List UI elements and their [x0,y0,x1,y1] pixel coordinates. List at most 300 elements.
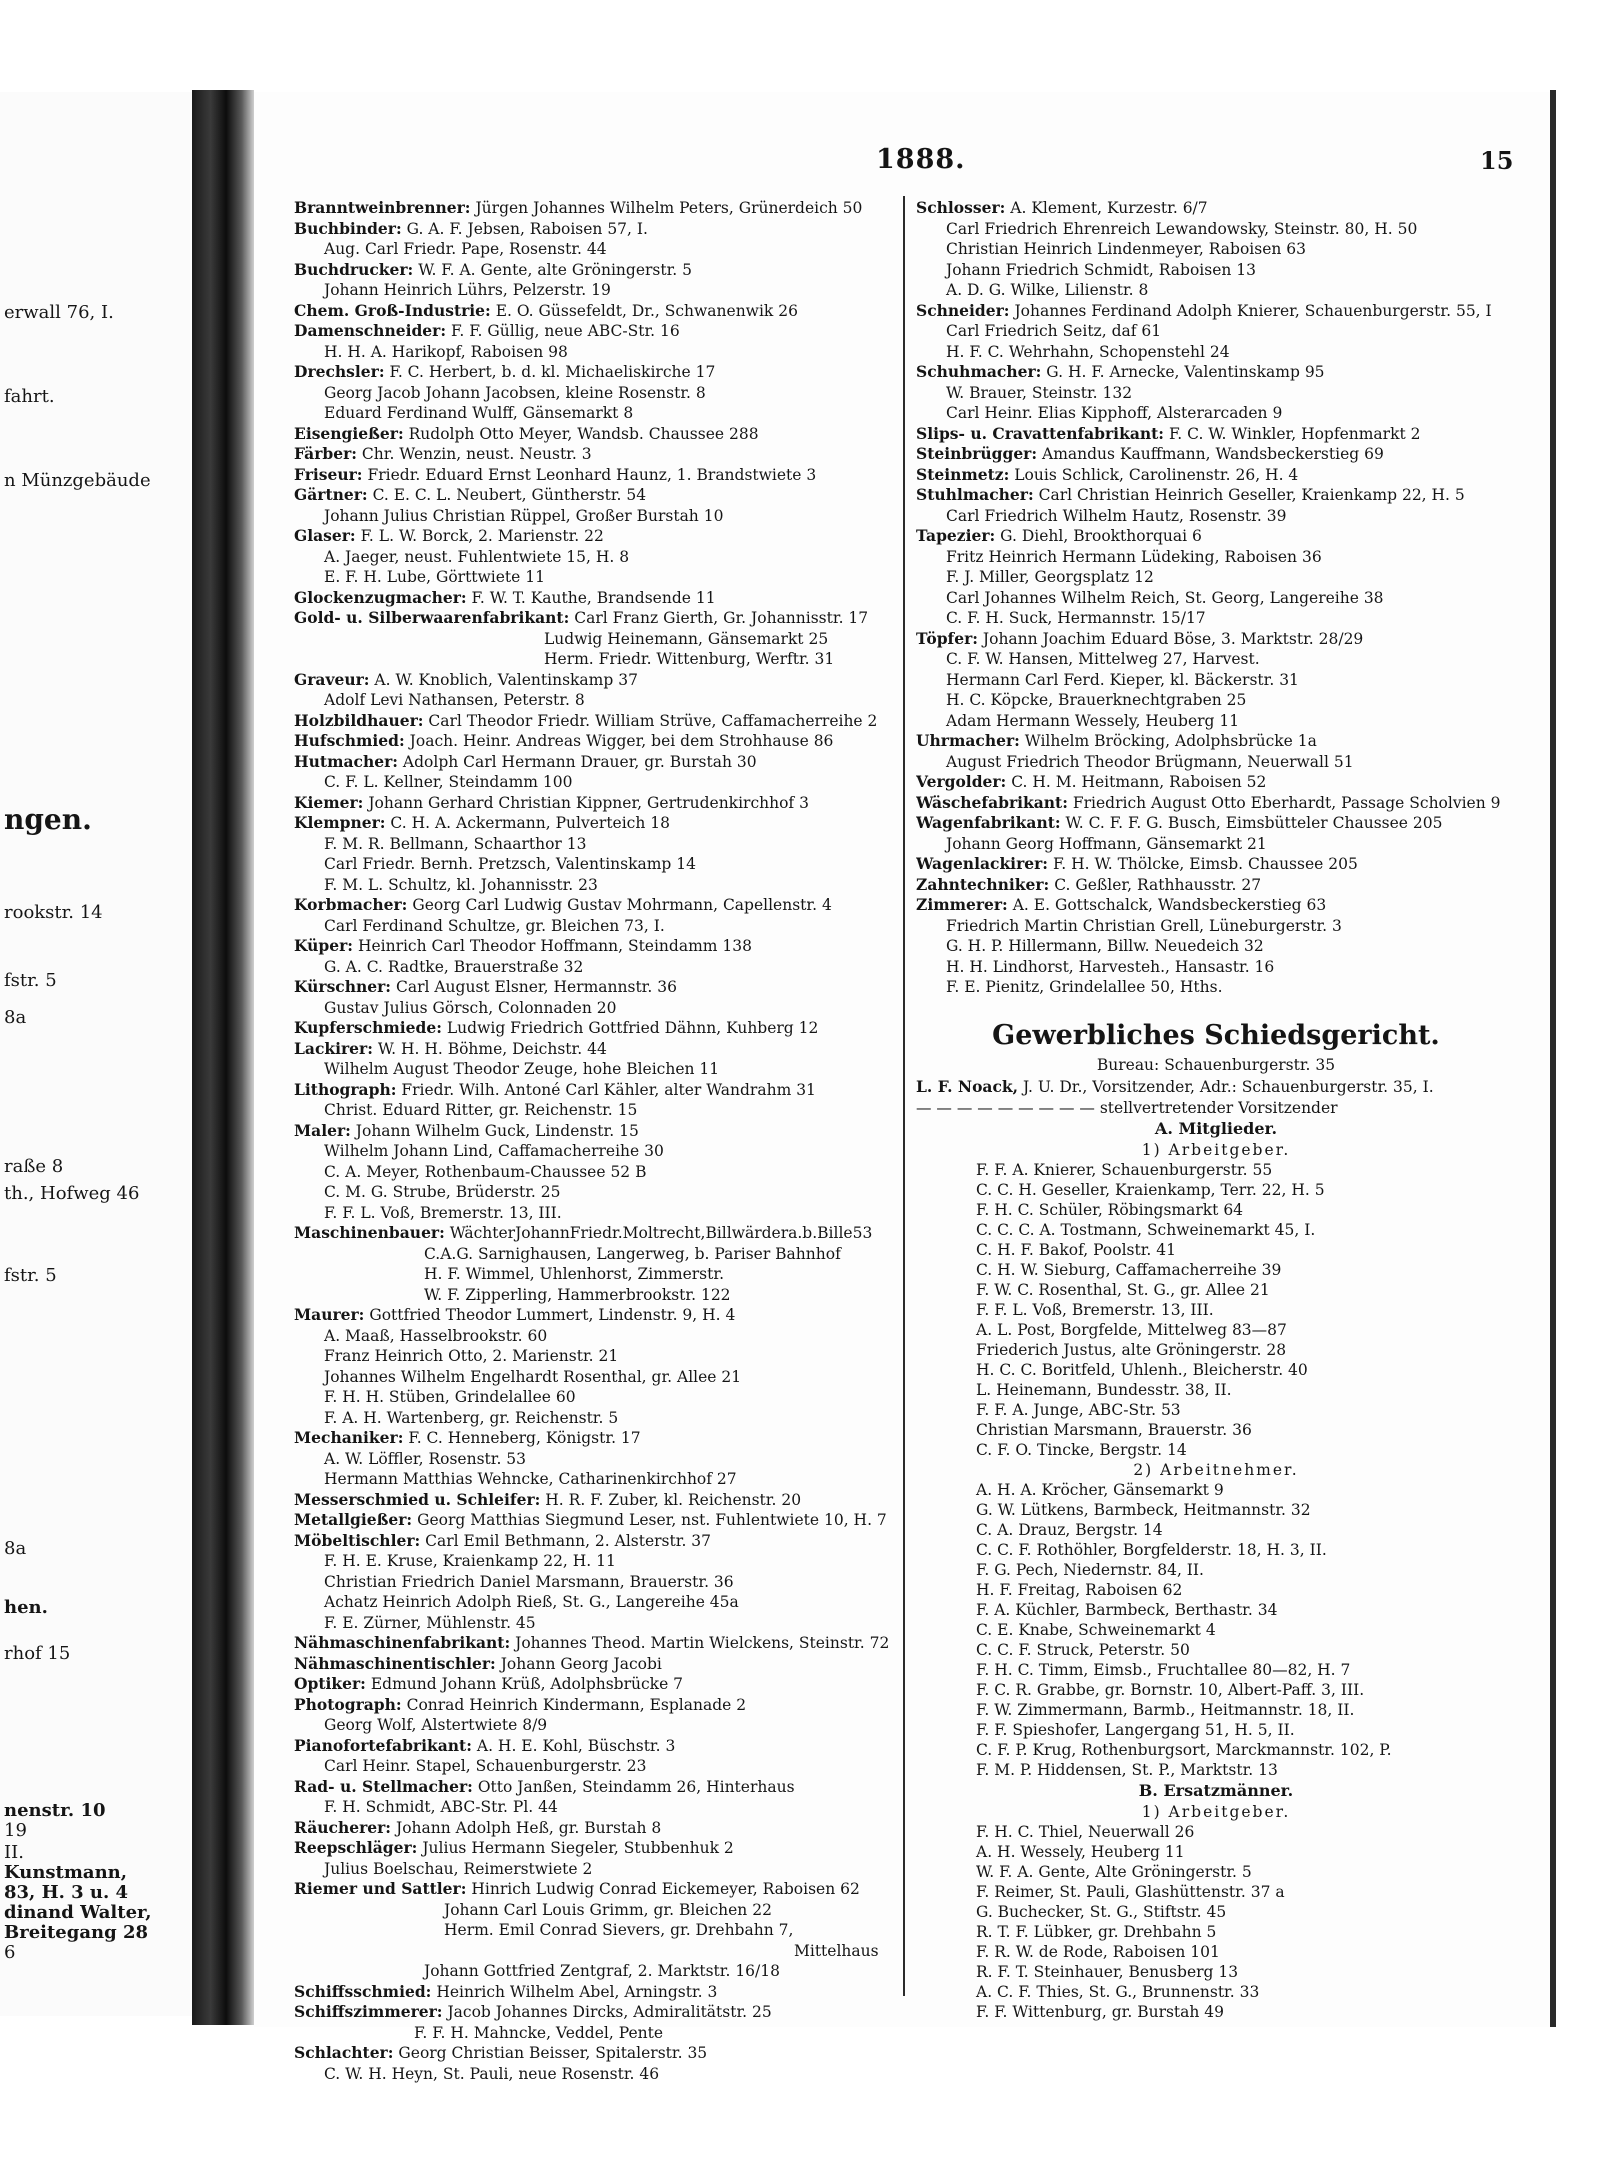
directory-entry [916,588,1516,609]
trade-label: Branntweinbrenner: [294,198,471,217]
trade-label: Lackirer: [294,1038,373,1058]
directory-entry [916,875,1516,896]
trade-label: Uhrmacher: [916,731,1020,750]
substitutes-heading: B. Ersatzmänner. [1138,1780,1294,1800]
directory-entry [294,1797,900,1818]
directory-entry [294,1920,900,1941]
trade-label: Schiffsschmied: [294,1981,432,2001]
prev-page-line: rookstr. 14 [4,902,103,923]
entry-text: C.A.G. Sarnighausen, Langerweg, b. Pariser Bahnhof [424,1244,841,1263]
member-entry: F. F. L. Voß, Bremerstr. 13, III. [976,1300,1214,1319]
entry-text: C. M. G. Strube, Brüderstr. 25 [324,1183,561,1201]
trade-label: Kiemer: [294,792,364,812]
entry-text: Georg Carl Ludwig Gustav Mohrmann, Capellenstr. 4 [412,896,832,914]
entry-text: Johannes Ferdinand Adolph Knierer, Schauenburgerstr. 55, I [1014,301,1492,320]
member-entry: R. F. T. Steinhauer, Benusberg 13 [976,1962,1239,1981]
directory-entry [294,1305,900,1326]
directory-entry [916,403,1516,424]
entry-text: Carl Friedrich Ehrenreich Lewandowsky, Steinstr. 80, H. 50 [946,219,1418,238]
directory-entry [294,1408,900,1429]
directory-entry [294,608,900,629]
entry-text: E. O. Güssefeldt, Dr., Schwanenwik 26 [495,301,798,320]
entry-text: Achatz Heinrich Adolph Rieß, St. G., Langereihe 45a [324,1593,739,1611]
directory-entry [294,403,900,424]
directory-entry [294,1982,900,2003]
entry-text: Johann Friedrich Schmidt, Raboisen 13 [946,260,1257,279]
directory-entry [916,239,1516,260]
directory-entry [916,834,1516,855]
trade-label: Zimmerer: [916,895,1008,914]
trade-label: Nähmaschinentischler: [294,1653,496,1673]
entry-text: Friedrich Martin Christian Grell, Lüneburgerstr. 3 [946,916,1342,935]
trade-label: Zahntechniker: [916,874,1050,894]
entry-text: Johann Heinrich Lührs, Pelzerstr. 19 [324,281,611,299]
prev-page-line: fstr. 5 [4,970,57,991]
entry-text: Louis Schlick, Carolinenstr. 26, H. 4 [1014,465,1299,484]
trade-label: Maler: [294,1120,351,1140]
entry-text: Jürgen Johannes Wilhelm Peters, Grünerdeich 50 [475,199,863,217]
trade-label: Korbmacher: [294,895,408,914]
entry-text: Carl Friedr. Bernh. Pretzsch, Valentinskamp 14 [324,855,696,873]
directory-entry [294,1182,900,1203]
member-entry: F. C. R. Grabbe, gr. Bornstr. 10, Albert-Paff. 3, III. [976,1680,1365,1699]
member-entry: F. G. Pech, Niedernstr. 84, II. [976,1560,1204,1579]
trade-label: Hutmacher: [294,751,398,771]
trade-label: Klempner: [294,813,386,832]
entry-text: G. A. F. Jebsen, Raboisen 57, I. [406,219,648,238]
entry-text: Carl Friedrich Wilhelm Hautz, Rosenstr. 39 [946,506,1287,525]
directory-entry [294,424,900,445]
substitute-list [916,1822,1516,2022]
entry-text: A. H. E. Kohl, Büschstr. 3 [476,1736,676,1755]
entry-text: Johannes Theod. Martin Wielckens, Steinstr. 72 [515,1634,890,1652]
member-entry: F. Reimer, St. Pauli, Glashüttenstr. 37 a [976,1882,1285,1901]
trade-label: Maurer: [294,1305,365,1324]
entry-text: Herm. Friedr. Wittenburg, Werftr. 31 [544,650,835,668]
directory-entry [294,2043,900,2064]
directory-entry [294,321,900,342]
entry-text: Carl Christian Heinrich Geseller, Kraienkamp 22, H. 5 [1038,486,1465,504]
directory-entry [294,1387,900,1408]
entry-text: A. W. Knoblich, Valentinskamp 37 [374,670,638,689]
directory-entry [916,772,1516,793]
entry-text: Johann Adolph Heß, gr. Burstah 8 [395,1818,662,1837]
directory-entry [916,957,1516,978]
entry-text: Adam Hermann Wessely, Heuberg 11 [946,711,1240,730]
directory-entry [294,301,900,322]
entry-text: Georg Christian Beisser, Spitalerstr. 35 [398,2044,708,2062]
entry-text: Herm. Emil Conrad Sievers, gr. Drehbahn 7, [444,1921,794,1939]
directory-entry [294,2064,900,2085]
member-entry: C. C. H. Geseller, Kraienkamp, Terr. 22, H. 5 [976,1180,1325,1199]
member-entry: F. F. A. Junge, ABC-Str. 53 [976,1400,1181,1419]
trade-label: Slips- u. Cravattenfabrikant: [916,423,1165,443]
directory-entry [294,2023,900,2044]
entry-text: Joach. Heinr. Andreas Wigger, bei dem Strohhause 86 [409,732,834,750]
directory-entry [294,690,900,711]
entry-text: Wilhelm Bröcking, Adolphsbrücke 1a [1024,732,1317,750]
directory-entry [916,526,1516,547]
directory-entry [294,1039,900,1060]
entry-text: W. C. F. F. G. Busch, Eimsbütteler Chaussee 205 [1065,814,1443,832]
trade-label: Küper: [294,936,353,955]
directory-entry [294,219,900,240]
member-entry: F. A. Küchler, Barmbeck, Berthastr. 34 [976,1600,1278,1619]
entry-text: Carl Theodor Friedr. William Strüve, Caffamacherreihe 2 [428,711,878,730]
directory-entry [294,1572,900,1593]
entry-text: Carl Johannes Wilhelm Reich, St. Georg, Langereihe 38 [946,588,1384,607]
member-entry: A. C. F. Thies, St. G., Brunnenstr. 33 [976,1982,1260,2001]
directory-entry [294,936,900,957]
entry-text: Johann Carl Louis Grimm, gr. Bleichen 22 [444,1900,772,1919]
entry-text: Ludwig Friedrich Gottfried Dähnn, Kuhberg 12 [446,1019,819,1037]
entry-text: W. H. H. Böhme, Deichstr. 44 [377,1039,607,1058]
member-entry: F. R. W. de Rode, Raboisen 101 [976,1942,1220,1961]
trade-label: Steinmetz: [916,464,1010,484]
page-number: 15 [1480,146,1514,175]
directory-entry [294,485,900,506]
trade-label: Schiffszimmerer: [294,2002,443,2021]
entry-text: Conrad Heinrich Kindermann, Esplanade 2 [406,1695,747,1714]
directory-entry [294,1346,900,1367]
entry-text: Carl Friedrich Seitz, daf 61 [946,322,1162,340]
page-edge [1550,90,1556,2027]
directory-entry [294,813,900,834]
court-chair [916,1076,1516,1098]
entry-text: Adolf Levi Nathansen, Peterstr. 8 [324,691,585,709]
directory-entry [294,772,900,793]
entry-text: W. F. Zipperling, Hammerbrookstr. 122 [424,1285,731,1304]
trade-label: Holzbildhauer: [294,710,424,730]
entry-text: WächterJohannFriedr.Moltrecht,Billwärdera.b.Bille53 [449,1224,873,1242]
member-entry: Christian Marsmann, Brauerstr. 36 [976,1420,1252,1439]
entry-text: A. Maaß, Hasselbrookstr. 60 [324,1326,548,1345]
directory-entry [916,711,1516,732]
member-entry: F. F. A. Knierer, Schauenburgerstr. 55 [976,1160,1273,1179]
entry-text: F. A. H. Wartenberg, gr. Reichenstr. 5 [324,1408,619,1427]
book-gutter [192,90,254,2025]
prev-page-line: erwall 76, I. [4,302,114,323]
entry-text: Carl Franz Gierth, Gr. Johannisstr. 17 [574,609,869,627]
directory-entry [294,342,900,363]
directory-entry [294,567,900,588]
entry-text: F. F. Güllig, neue ABC-Str. 16 [451,322,680,340]
directory-entry [916,444,1516,465]
entry-text: Johann Julius Christian Rüppel, Großer Burstah 10 [324,506,724,525]
trade-label: Lithograph: [294,1079,397,1099]
trade-label: Pianofortefabrikant: [294,1735,472,1755]
entry-text: Georg Matthias Siegmund Leser, nst. Fuhlentwiete 10, H. 7 [417,1511,887,1529]
entry-text: G. Diehl, Brookthorquai 6 [1000,527,1202,545]
trade-label: Schuhmacher: [916,362,1042,381]
member-entry: C. C. C. A. Tostmann, Schweinemarkt 45, I. [976,1220,1316,1239]
directory-entry [294,1244,900,1265]
entry-text: Johann Gerhard Christian Kippner, Gertrudenkirchhof 3 [368,793,809,812]
directory-entry [294,1162,900,1183]
directory-entry [294,1018,900,1039]
member-entry: F. W. C. Rosenthal, St. G., gr. Allee 21 [976,1280,1270,1299]
entry-text: W. F. A. Gente, alte Gröningerstr. 5 [418,260,693,279]
employees-heading: 2) Arbeitnehmer. [1133,1460,1299,1479]
prev-page-line: Kunstmann, [4,1862,128,1883]
prev-page-line: rhof 15 [4,1643,71,1664]
prev-page-line: n Münzgebäude [4,470,151,491]
entry-text: C. F. L. Kellner, Steindamm 100 [324,773,573,791]
directory-entry [916,670,1516,691]
entry-text: F. M. L. Schultz, kl. Johannisstr. 23 [324,875,598,894]
entry-text: H. F. C. Wehrhahn, Schopenstehl 24 [946,342,1230,361]
entry-text: Edmund Johann Krüß, Adolphsbrücke 7 [370,1675,684,1693]
directory-entry [294,260,900,281]
entry-text: C. A. Meyer, Rothenbaum-Chaussee 52 B [324,1162,647,1181]
entry-text: G. H. F. Arnecke, Valentinskamp 95 [1046,363,1325,381]
trade-label: Mechaniker: [294,1428,404,1447]
entry-text: Hermann Carl Ferd. Kieper, kl. Bäckerstr. 31 [946,670,1299,689]
directory-entry [916,506,1516,527]
entry-text: August Friedrich Theodor Brügmann, Neuerwall 51 [946,752,1354,771]
directory-entry [294,1490,900,1511]
entry-text: F. H. W. Thölcke, Eimsb. Chaussee 205 [1052,855,1358,873]
directory-entry [294,444,900,465]
directory-entry [916,752,1516,773]
directory-entry [294,239,900,260]
prev-page-line: fstr. 5 [4,1265,57,1286]
member-entry: F. W. Zimmermann, Barmb., Heitmannstr. 18, II. [976,1700,1355,1719]
directory-entry [916,567,1516,588]
directory-entry [916,629,1516,650]
entry-text: Hermann Matthias Wehncke, Catharinenkirchhof 27 [324,1470,737,1488]
member-entry: C. H. W. Sieburg, Caffamacherreihe 39 [976,1260,1282,1279]
directory-entry [916,301,1516,322]
member-entry: C. E. Knabe, Schweinemarkt 4 [976,1620,1216,1639]
prev-page-line: Breitegang 28 [4,1922,148,1943]
entry-text: G. A. C. Radtke, Brauerstraße 32 [324,957,584,976]
trade-label: Buchdrucker: [294,259,414,279]
entry-text: G. H. P. Hillermann, Billw. Neuedeich 32 [946,937,1264,955]
entry-text: Georg Jacob Johann Jacobsen, kleine Rosenstr. 8 [324,383,706,402]
trade-label: Färber: [294,444,357,463]
entry-text: Carl August Elsner, Hermannstr. 36 [395,978,677,996]
directory-entry [294,1203,900,1224]
prev-page-line: 83, H. 3 u. 4 [4,1882,129,1903]
directory-entry [294,1223,900,1244]
entry-text: Hinrich Ludwig Conrad Eickemeyer, Raboisen 62 [471,1880,860,1898]
directory-entry [294,1941,900,1962]
trade-label: Optiker: [294,1674,366,1693]
prev-page-line: th., Hofweg 46 [4,1183,140,1204]
entry-text: Christian Friedrich Daniel Marsmann, Brauerstr. 36 [324,1572,734,1591]
entry-text: A. Jaeger, neust. Fuhlentwiete 15, H. 8 [324,547,630,566]
directory-entry [294,1264,900,1285]
entry-text: Johann Gottfried Zentgraf, 2. Marktstr. 16/18 [424,1962,780,1980]
entry-text: Julius Hermann Siegeler, Stubbenhuk 2 [422,1839,734,1857]
trade-label: Wäschefabrikant: [916,792,1068,812]
entry-text: H. R. F. Zuber, kl. Reichenstr. 20 [545,1490,802,1509]
entry-text: Carl Heinr. Elias Kipphoff, Alsterarcaden 9 [946,404,1283,422]
employers-heading: 1) Arbeitgeber. [1141,1140,1291,1159]
entry-text: F. W. T. Kauthe, Brandsende 11 [471,588,716,607]
directory-entry [294,1059,900,1080]
court-bureau: Bureau: Schauenburgerstr. 35 [1096,1055,1336,1074]
employee-list [916,1480,1516,1780]
court-deputy: — — — — — — — — — stellvertretender Vorsitzender [916,1098,1338,1117]
entry-text: Fritz Heinrich Hermann Lüdeking, Raboisen 36 [946,547,1322,566]
entry-text: F. C. Herbert, b. d. kl. Michaeliskirche 17 [389,363,716,381]
trade-label: Chem. Groß-Industrie: [294,300,491,320]
trade-label: Gärtner: [294,485,368,504]
trade-label: Graveur: [294,669,370,689]
directory-entry [916,793,1516,814]
entry-text: Christian Heinrich Lindenmeyer, Raboisen 63 [946,240,1306,258]
entry-text: C. H. M. Heitmann, Raboisen 52 [1011,773,1267,791]
directory-entry [916,854,1516,875]
entry-text: E. F. H. Lube, Görttwiete 11 [324,568,545,586]
trade-list [916,198,1516,998]
directory-entry [916,977,1516,998]
entry-text: Gustav Julius Görsch, Colonnaden 20 [324,998,617,1017]
directory-entry [294,383,900,404]
entry-text: C. H. A. Ackermann, Pulverteich 18 [390,814,670,832]
column-divider [903,196,905,1996]
entry-text: F. F. H. Mahncke, Veddel, Pente [414,2023,663,2042]
entry-text: F. M. R. Bellmann, Schaarthor 13 [324,834,587,853]
directory-entry [294,629,900,650]
directory-entry [294,793,900,814]
trade-label: Hufschmied: [294,731,405,750]
member-entry: F. M. P. Hiddensen, St. P., Marktstr. 13 [976,1760,1278,1779]
court-title: Gewerbliches Schiedsgericht. [992,1019,1440,1051]
directory-entry [916,547,1516,568]
directory-entry [294,895,900,916]
left-column [294,198,900,2084]
prev-page-line: 8a [4,1007,27,1028]
entry-text: A. W. Löffler, Rosenstr. 53 [324,1449,527,1468]
member-entry: G. W. Lütkens, Barmbeck, Heitmannstr. 32 [976,1500,1311,1519]
entry-text: Friedr. Eduard Ernst Leonhard Haunz, 1. Brandstwiete 3 [367,465,817,484]
directory-entry [294,1654,900,1675]
entry-text: Wilhelm August Theodor Zeuge, hohe Bleichen 11 [324,1060,720,1078]
directory-entry [294,526,900,547]
prev-page-line: II. [4,1842,24,1863]
directory-entry [916,813,1516,834]
entry-text: Georg Wolf, Alstertwiete 8/9 [324,1716,548,1734]
directory-entry [294,854,900,875]
member-entry: H. C. C. Boritfeld, Uhlenh., Bleicherstr. 40 [976,1360,1308,1379]
trade-label: Wagenfabrikant: [916,813,1061,832]
directory-entry [294,670,900,691]
trade-label: Rad- u. Stellmacher: [294,1776,473,1796]
directory-entry [916,362,1516,383]
entry-text: Otto Janßen, Steindamm 26, Hinterhaus [477,1777,795,1796]
member-entry: C. C. F. Rothöhler, Borgfelderstr. 18, H. 3, II. [976,1540,1327,1559]
entry-text: Johann Wilhelm Guck, Lindenstr. 15 [355,1121,639,1140]
members-heading: A. Mitglieder. [1154,1118,1278,1138]
trade-label: Damenschneider: [294,321,447,340]
entry-text: Franz Heinrich Otto, 2. Marienstr. 21 [324,1347,619,1365]
directory-entry [294,1080,900,1101]
directory-entry [294,1592,900,1613]
directory-entry [294,957,900,978]
entry-text: H. H. A. Harikopf, Raboisen 98 [324,342,568,361]
directory-entry [294,1428,900,1449]
directory-entry [294,1695,900,1716]
entry-text: Christ. Eduard Ritter, gr. Reichenstr. 15 [324,1101,638,1119]
directory-entry [294,547,900,568]
entry-text: C. F. W. Hansen, Mittelweg 27, Harvest. [946,650,1260,668]
directory-entry [294,1141,900,1162]
trade-label: Maschinenbauer: [294,1223,445,1242]
entry-text: Friedrich August Otto Eberhardt, Passage Scholvien 9 [1072,793,1501,812]
trade-label: Töpfer: [916,628,978,648]
trade-label: Riemer und Sattler: [294,1879,467,1898]
entry-text: F. E. Pienitz, Grindelallee 50, Hths. [946,978,1223,996]
member-entry: W. F. A. Gente, Alte Gröningerstr. 5 [976,1862,1252,1881]
directory-entry [294,1285,900,1306]
previous-page-fragment [0,92,192,2016]
entry-text: Rudolph Otto Meyer, Wandsb. Chaussee 288 [408,424,759,443]
directory-entry [294,1449,900,1470]
entry-text: Aug. Carl Friedr. Pape, Rosenstr. 44 [324,240,607,258]
directory-entry [294,465,900,486]
directory-entry [916,916,1516,937]
entry-text: A. E. Gottschalck, Wandsbeckerstieg 63 [1012,896,1327,914]
entry-text: F. C. W. Winkler, Hopfenmarkt 2 [1168,424,1421,443]
entry-text: Mittelhaus [794,1941,879,1960]
directory-entry [294,1674,900,1695]
trade-label: Kürschner: [294,977,392,996]
entry-text: F. C. Henneberg, Königstr. 17 [408,1429,641,1447]
directory-entry [916,936,1516,957]
trade-label: Reepschläger: [294,1838,418,1857]
prev-page-line: 6 [4,1942,16,1963]
member-entry: C. F. O. Tincke, Bergstr. 14 [976,1440,1187,1459]
directory-entry [916,342,1516,363]
directory-entry [294,1633,900,1654]
member-entry: Friederich Justus, alte Gröningerstr. 28 [976,1340,1287,1359]
entry-text: C. F. H. Suck, Hermannstr. 15/17 [946,609,1206,627]
directory-entry [294,731,900,752]
trade-label: Friseur: [294,464,363,484]
entry-text: F. H. E. Kruse, Kraienkamp 22, H. 11 [324,1552,616,1570]
employer-list [916,1160,1516,1460]
entry-text: Chr. Wenzin, neust. Neustr. 3 [361,445,592,463]
directory-entry [294,1859,900,1880]
entry-text: Friedr. Wilh. Antoné Carl Kähler, alter Wandrahm 31 [401,1080,816,1099]
trade-label: Eisengießer: [294,423,404,443]
prev-page-line: ngen. [4,803,92,836]
entry-text: H. C. Köpcke, Brauerknechtgraben 25 [946,691,1247,709]
trade-label: Schlachter: [294,2043,394,2062]
entry-text: F. H. H. Stüben, Grindelallee 60 [324,1388,576,1406]
directory-entry [294,977,900,998]
entry-text: H. H. Lindhorst, Harvestеh., Hansastr. 16 [946,957,1275,976]
directory-entry [294,834,900,855]
entry-text: Carl Ferdinand Schultze, gr. Bleichen 73, I. [324,916,665,935]
entry-text: Julius Boelschau, Reimerstwiete 2 [324,1859,593,1878]
trade-label: Kupferschmiede: [294,1018,442,1037]
trade-label: Glockenzugmacher: [294,587,467,607]
directory-entry [294,998,900,1019]
trade-label: Drechsler: [294,362,385,381]
member-entry: C. A. Drauz, Bergstr. 14 [976,1520,1163,1539]
entry-text: Amandus Kauffmann, Wandsbeckerstieg 69 [1042,445,1384,463]
entry-text: Johannes Wilhelm Engelhardt Rosenthal, gr. Allee 21 [324,1367,742,1386]
directory-entry [294,1367,900,1388]
directory-entry [294,1961,900,1982]
directory-entry [294,1121,900,1142]
chair-details: J. U. Dr., Vorsitzender, Adr.: Schauenburgerstr. 35, I. [1023,1077,1434,1096]
directory-entry [294,1736,900,1757]
